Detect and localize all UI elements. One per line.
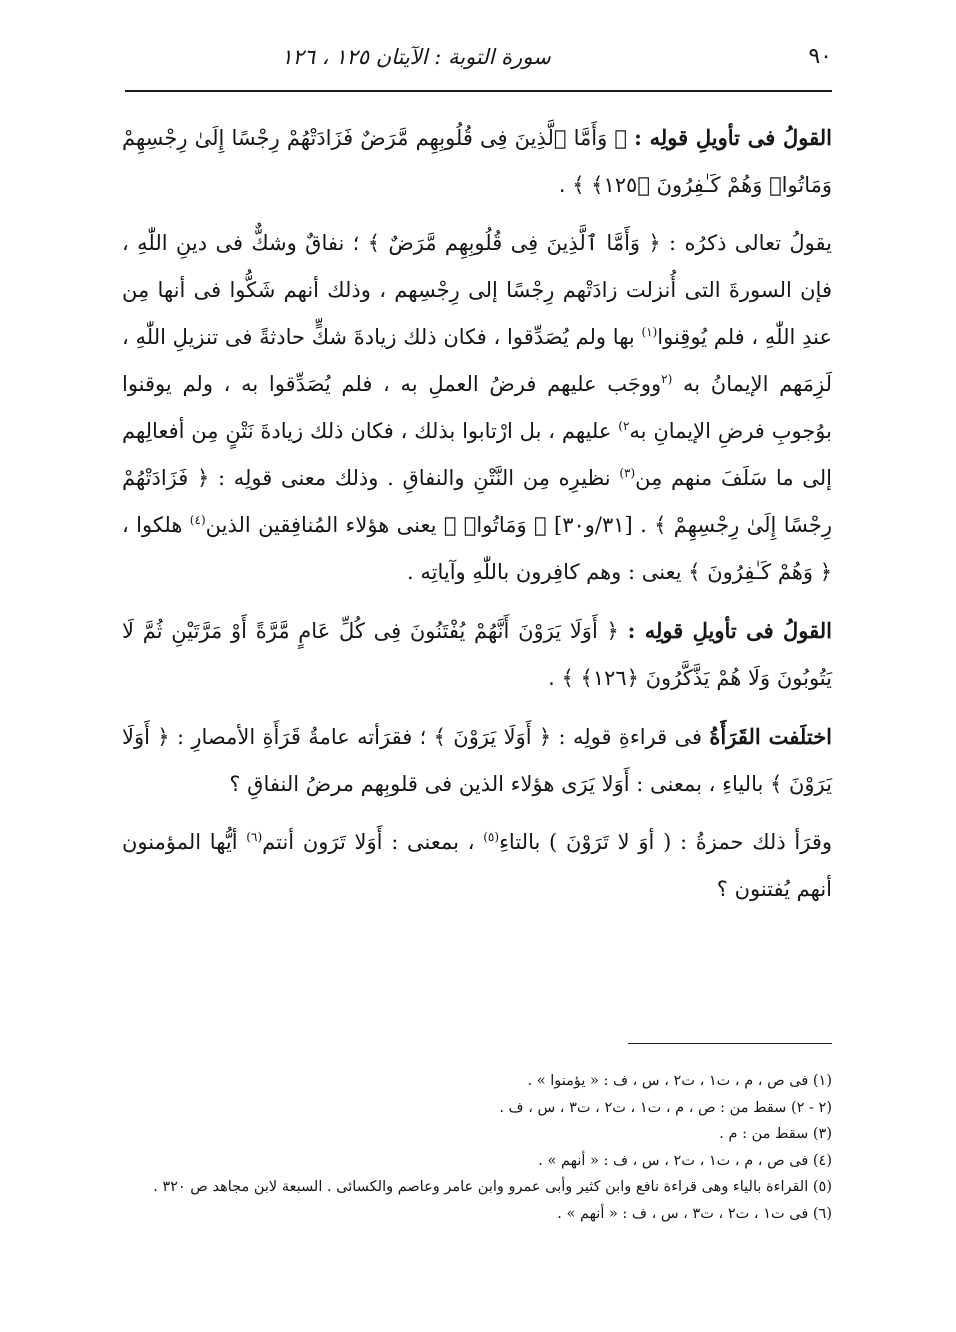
quran-quote: ﴿ أَوَلَا يَرَوْنَ أَنَّهُمْ يُفْتَنُونَ فِى كُلِّ عَامٍ مَّرَّةً أَوْ مَرَّتَيْنِ ثُمَّ لَا يَتُوبُونَ وَلَا هُمْ يَذَّكَّرُونَ ﴿١٢٦﴾ ﴾ . bbox=[122, 619, 832, 690]
paragraph bbox=[122, 713, 832, 808]
footnote: (٢ - ٢) سقط من : ص ، م ، ت١ ، ت٢ ، ت٣ ، س ، ف . bbox=[499, 1099, 832, 1116]
body-text: بها ولم يُصَدِّقوا ، فكان ذلك زيادةَ شكٍّ حادثةً فى تنزيلِ اللّٰهِ ، لَزِمَهم الإيمانُ به bbox=[122, 325, 832, 396]
body-text: ؛ نفاقٌ وشكٌّ فى دينِ اللّٰهِ ، فإن السورةَ التى أُنزلت زادَتْهم رِجْسًا إلى رِجْسِهم ، وذلك أنهم شَكُّوا فى أنها مِن عندِ اللّٰهِ ، فلم يُوقِنوا bbox=[122, 231, 832, 349]
body-text: يعنى هؤلاء المُنافِقين الذين bbox=[205, 513, 444, 537]
quran-quote: ﴿ وَمَاتُوا۟ ﴾ bbox=[443, 513, 547, 537]
footnote-ref: ٢) bbox=[618, 419, 630, 433]
footnote-ref: (٣) bbox=[619, 466, 636, 480]
body-text: وقرَأ ذلك حمزةُ : ( أوَ لا تَرَوْنَ ) بالتاءِ bbox=[499, 830, 833, 854]
section-heading: القولُ فى تأويلِ قولِه : bbox=[634, 125, 832, 150]
footnote: (٥) القراءة بالياء وهى قراءة نافع وابن كثير وأبى عمرو وابن عامر وعاصم والكسائى . السبعة لابن مجاهد ص ٣٢٠ . bbox=[153, 1179, 832, 1195]
quran-quote: ﴿ وَأَمَّا ٱلَّذِينَ فِى قُلُوبِهِم مَّرَضٌ فَزَادَتْهُمْ رِجْسًا إِلَىٰ رِجْسِهِمْ وَمَاتُوا۟ وَهُمْ كَـٰفِرُونَ ﴿١٢٥﴾ ﴾ . bbox=[122, 126, 832, 197]
footnote-separator bbox=[628, 1043, 832, 1044]
footnote: (٦) فى ت١ ، ت٢ ، ت٣ ، س ، ف : « أنهم » . bbox=[557, 1205, 832, 1222]
body-text: يقولُ تعالى ذكرُه : bbox=[660, 231, 832, 255]
section-heading: القولُ فى تأويلِ قولِه : bbox=[627, 618, 833, 643]
footnote-ref: (٢ bbox=[661, 372, 673, 386]
body-text: فى قراءةِ قولِه : bbox=[551, 725, 710, 749]
quran-quote: ﴿ أَوَلَا يَرَوْنَ ﴾ bbox=[122, 725, 832, 796]
quran-quote: ﴿ فَزَادَتْهُمْ رِجْسًا إِلَىٰ رِجْسِهِمْ ﴾ bbox=[122, 466, 832, 537]
paragraph bbox=[122, 114, 832, 209]
footnote-ref: (٤) bbox=[189, 513, 206, 527]
body-text: أيُّها المؤمنون أنهم يُفتنون ؟ bbox=[122, 830, 832, 901]
footnote: (٤) فى ص ، م ، ت١ ، ت٢ ، س ، ف : « أنهم » . bbox=[538, 1152, 832, 1169]
body-text: . [٣١/و٣٠] bbox=[546, 513, 655, 537]
quran-quote: ﴿ وَأَمَّا ٱلَّذِينَ فِى قُلُوبِهِم مَّرَضٌ ﴾ bbox=[367, 231, 661, 255]
body-text: ؛ فقرَأته عامةُ قَرَأَةِ الأمصارِ : bbox=[169, 725, 434, 749]
body-text: ووجَب عليهم فرضُ العملِ به ، فلم يُصَدِّقوا به ، ولم يوقنوا بوُجوبِ فرضِ الإيمانِ به bbox=[122, 372, 832, 443]
quran-quote: ﴿ وَهُمْ كَـٰفِرُونَ ﴾ bbox=[688, 560, 832, 584]
header-title: سورة التوبة : الآيتان ١٢٥ ، ١٢٦ bbox=[281, 45, 551, 69]
header-rule bbox=[125, 90, 832, 92]
footnote: (٣) سقط من : م . bbox=[719, 1126, 832, 1142]
footnote-ref: (١) bbox=[641, 325, 658, 339]
footnote-ref: (٦) bbox=[246, 830, 263, 844]
page-number: ٩٠ bbox=[808, 44, 832, 69]
quran-quote: ﴿ أَوَلَا يَرَوْنَ ﴾ bbox=[433, 725, 552, 749]
footnote: (١) فى ص ، م ، ت١ ، ت٢ ، س ، ف : « يؤمنوا » . bbox=[527, 1073, 832, 1089]
running-header bbox=[120, 42, 832, 76]
paragraph bbox=[122, 220, 832, 596]
paragraph bbox=[122, 607, 832, 702]
body-text: نظيرِه مِن النَّتْنِ والنفاقِ . وذلك معنى قولِه : bbox=[209, 466, 620, 490]
footnote-ref: (٥) bbox=[483, 830, 500, 844]
body-text: بالياءِ ، بمعنى : أَوَلا يَرَى هؤلاء الذين فى قلوبِهم مرضُ النفاقِ ؟ bbox=[229, 772, 771, 796]
body-text: هلكوا ، bbox=[122, 513, 190, 537]
section-heading: اختلَفت القَرَأَةُ bbox=[709, 724, 833, 749]
footnotes bbox=[118, 1068, 832, 1227]
body-text: عليهم ، بل ارْتابوا بذلك ، فكان ذلك زيادةَ نَتْنٍ مِن أفعالِهم إلى ما سَلَفَ منهم مِن bbox=[122, 419, 832, 490]
paragraph bbox=[122, 819, 832, 913]
body-text: يعنى : وهم كافِرون باللّٰهِ وآياتِه . bbox=[407, 560, 689, 584]
body-text: ، بمعنى : أَوَلا تَرَون أنتم bbox=[262, 830, 484, 854]
main-text bbox=[122, 114, 832, 924]
